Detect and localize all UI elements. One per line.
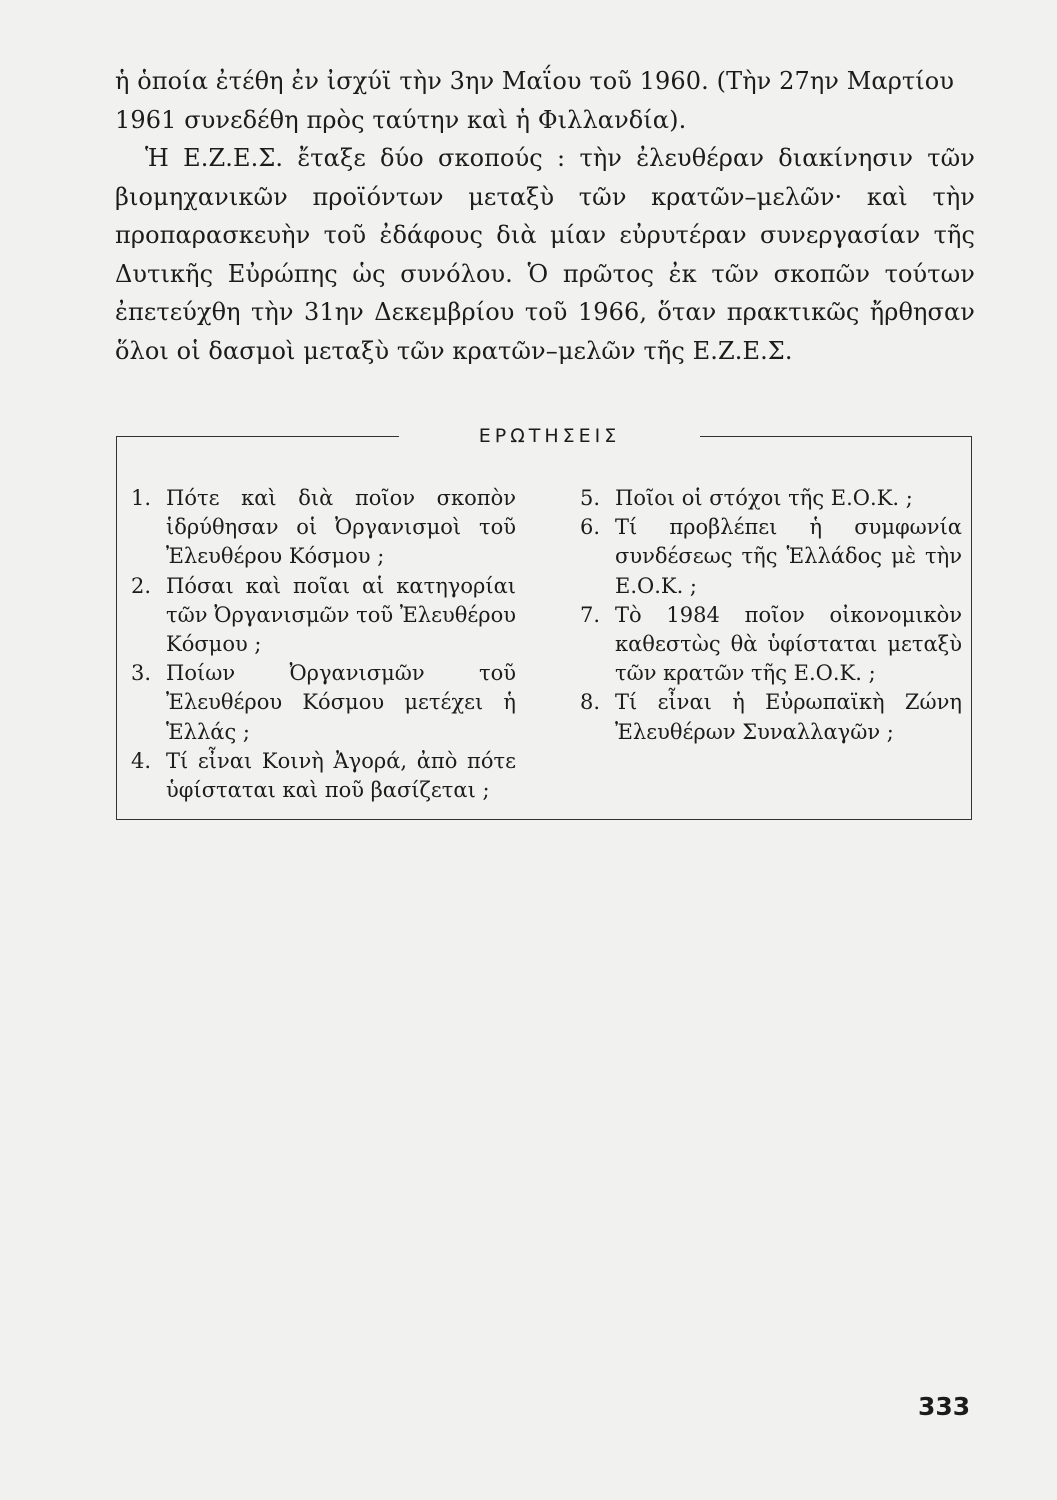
question-number: 3. (131, 661, 152, 686)
question-text: Τί προβλέπει ἡ συμφωνία συνδέσεως τῆς Ἑλλάδος μὲ τὴν Ε.Ο.Κ. ; (615, 515, 962, 598)
question-text: Τὸ 1984 ποῖον οἰκονομικὸν καθεστὼς θὰ ὑφίσταται μεταξὺ τῶν κρατῶν τῆς Ε.Ο.Κ. ; (615, 602, 962, 686)
paragraph-1-line-1: ἡ ὁποία ἐτέθη ἐν ἰσχύϊ τὴν 3ην Μαΐου τοῦ 1960. (Τὴν 27ην Μαρτίου (115, 67, 955, 95)
question-item (131, 572, 516, 660)
question-item (131, 484, 516, 572)
question-number: 5. (580, 486, 601, 510)
paragraph-1-line-2: 1961 συνεδέθη πρὸς ταύτην καὶ ἡ Φιλλανδία). (115, 105, 687, 134)
question-text: Ποῖοι οἱ στόχοι τῆς Ε.Ο.Κ. ; (615, 486, 913, 510)
question-number: 6. (580, 515, 601, 540)
question-text: Τί εἶναι ἡ Εὐρωπαϊκὴ Ζώνη Ἐλευθέρων Συναλλαγῶν ; (615, 690, 962, 744)
question-number: 4. (131, 748, 152, 773)
question-item (580, 484, 962, 513)
paragraph-2: Ἡ Ε.Ζ.Ε.Σ. ἔταξε δύο σκοπούς : τὴν ἐλευθέραν διακίνησιν τῶν βιομηχανικῶν προϊόντων μεταξὺ τῶν κρατῶν–μελῶν· καὶ τὴν προπαρασκευὴν τοῦ ἐδάφους διὰ μίαν εὐρυτέραν συνεργασίαν τῆς Δυτικῆς Εὐρώπης ὡς συνόλου. Ὁ πρῶτος ἐκ τῶν σκοπῶν τούτων ἐπετεύχθη τὴν 31ην Δεκεμβρίου τοῦ 1966, ὅταν πρακτικῶς ἤρθησαν ὅλοι οἱ δασμοὶ μεταξὺ τῶν κρατῶν–μελῶν τῆς Ε.Ζ.Ε.Σ. (115, 144, 975, 365)
question-item (131, 747, 516, 805)
questions-column-right (580, 484, 962, 747)
body-text (115, 62, 975, 370)
question-text: Πότε καὶ διὰ ποῖον σκοπὸν ἱδρύθησαν οἱ Ὀργανισμοὶ τοῦ Ἐλευθέρου Κόσμου ; (166, 486, 516, 569)
questions-column-left (131, 484, 516, 805)
question-number: 1. (131, 486, 152, 510)
question-item (580, 513, 962, 601)
question-text: Ποίων Ὀργανισμῶν τοῦ Ἐλευθέρου Κόσμου μετέχει ἡ Ἑλλάς ; (166, 661, 516, 744)
question-item (580, 601, 962, 689)
question-number: 2. (131, 573, 152, 598)
page-number: 333 (918, 1392, 971, 1421)
question-number: 8. (580, 690, 601, 715)
question-text: Τί εἶναι Κοινὴ Ἀγορά, ἀπὸ πότε ὑφίσταται καὶ ποῦ βασίζεται ; (166, 748, 516, 803)
question-text: Πόσαι καὶ ποῖαι αἱ κατηγορίαι τῶν Ὀργανισμῶν τοῦ Ἐλευθέρου Κόσμου ; (166, 573, 516, 657)
questions-title: ΕΡΩΤΗΣΕΙΣ (478, 425, 621, 447)
question-item (580, 688, 962, 746)
question-number: 7. (580, 602, 601, 627)
question-item (131, 659, 516, 747)
